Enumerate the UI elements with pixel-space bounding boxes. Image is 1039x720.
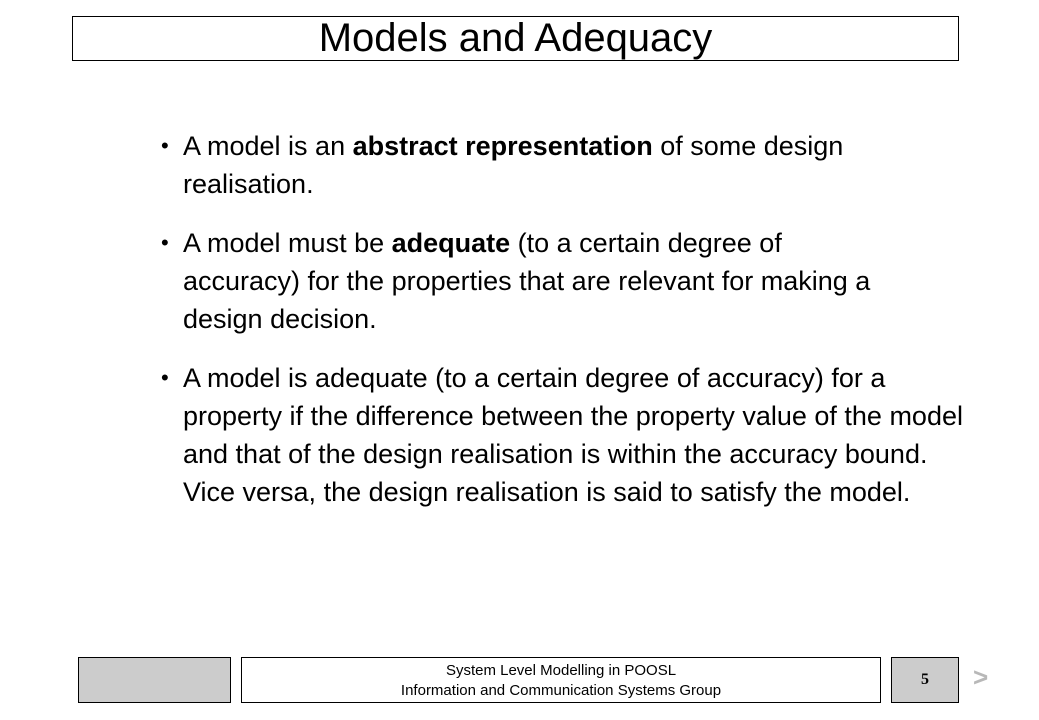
next-slide-icon[interactable]: > xyxy=(973,662,989,692)
footer-caption xyxy=(241,657,881,703)
footer-left-panel xyxy=(78,657,231,703)
bullet-text: (to a certain degree of accuracy) for the properties that are relevant for making a design decision. xyxy=(183,228,871,334)
bullet-text: A model is an xyxy=(183,131,353,161)
bullet-text: of some design realisation. xyxy=(183,131,844,199)
bullet-dot-icon: • xyxy=(161,230,169,255)
footer-group-name: Information and Communication Systems Group xyxy=(400,682,722,699)
bullet-list xyxy=(161,127,961,532)
footer-course-title: System Level Modelling in POOSL xyxy=(445,662,677,679)
bullet-text: A model is adequate (to a certain degree of accuracy) for a property if the difference between the property value of the model and that of the design realisation is within the accuracy bound. Vice versa, the design realisation is said to satisfy the model. xyxy=(183,363,963,507)
bullet-dot-icon: • xyxy=(161,133,169,158)
bullet-item xyxy=(161,359,973,511)
bullet-item xyxy=(161,127,883,203)
bullet-dot-icon: • xyxy=(161,365,169,390)
bullet-text: A model must be xyxy=(183,228,392,258)
page-number: 5 xyxy=(921,671,929,688)
bullet-item xyxy=(161,224,883,338)
slide-title-box xyxy=(72,16,959,61)
bullet-emphasis: abstract representation xyxy=(352,131,653,161)
bullet-emphasis: adequate xyxy=(391,228,511,258)
page-number-box xyxy=(891,657,959,703)
slide-title: Models and Adequacy xyxy=(318,16,713,60)
